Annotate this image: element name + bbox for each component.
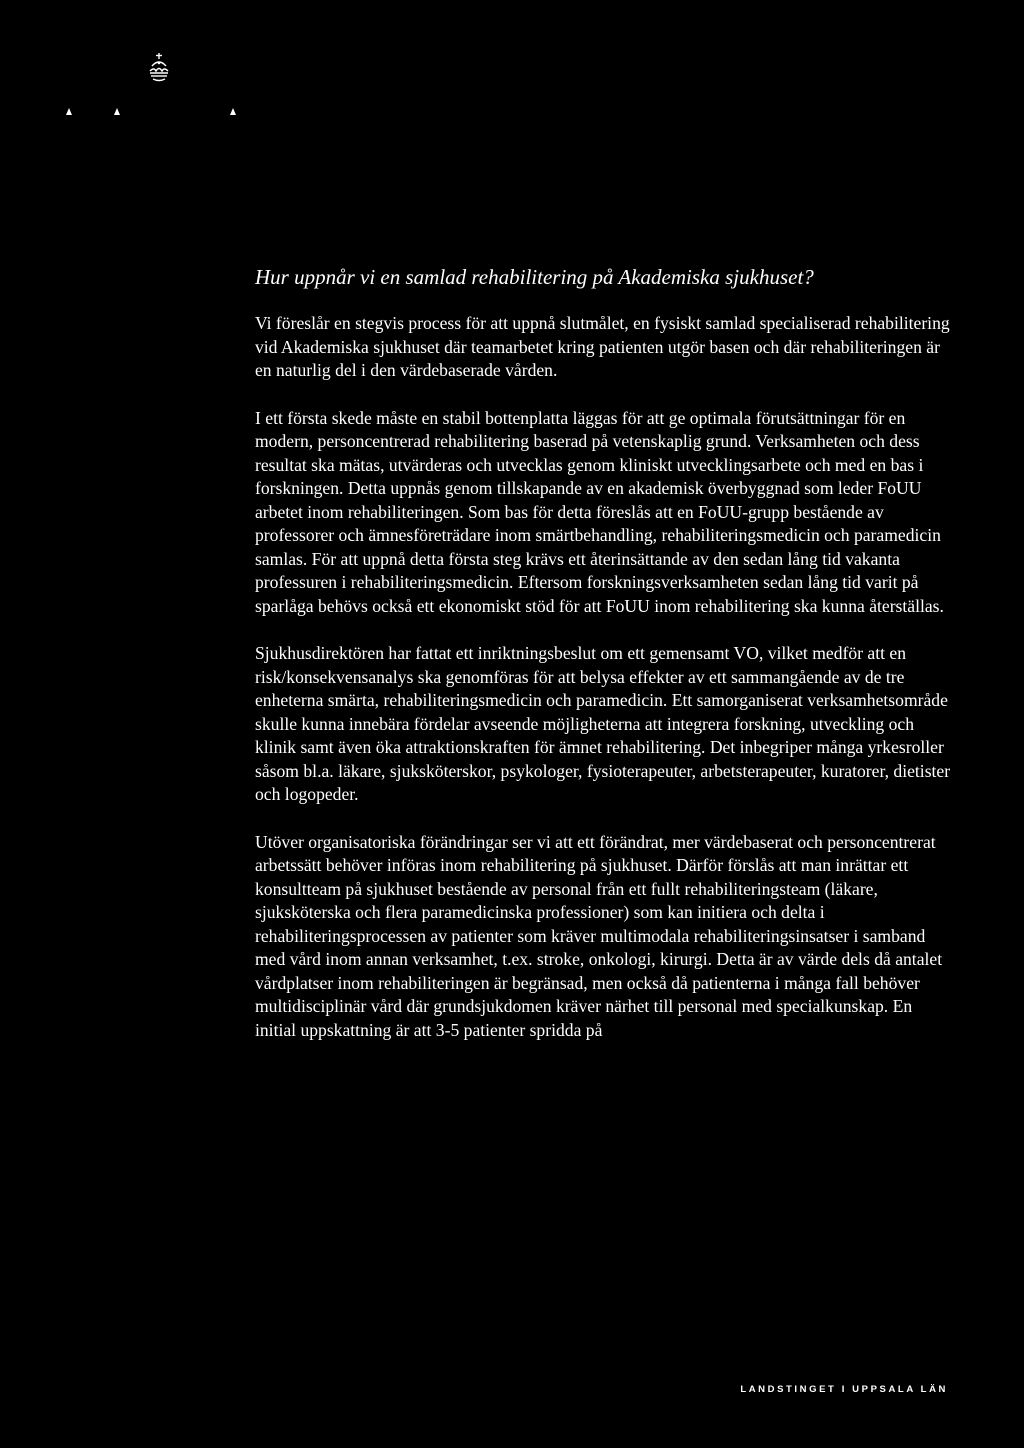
header-mark: [230, 108, 236, 115]
section-heading: Hur uppnår vi en samlad rehabilitering på Akademiska sjukhuset?: [255, 265, 814, 289]
paragraph-director-decision: Sjukhusdirektören har fattat ett inriktningsbeslut om ett gemensamt VO, vilket medför att en risk/konsekvensanalys ska genomföras för att belysa effekter av ett sammangående av de tre enheterna smärta, rehabiliteringsmedicin och paramedicin. Ett samorganiserat verksamhetsområde skulle kunna innebära fördelar avseende möjligheterna att integrera forskning, utveckling och klinik samt även öka attraktionskraften för ämnet rehabilitering. Det inbegriper många yrkesroller såsom bl.a. läkare, sjuksköterskor, psykologer, fysioterapeuter, arbetsterapeuter, kuratorer, dietister och logopeder.: [255, 643, 951, 804]
paragraph-consult-team: Utöver organisatoriska förändringar ser vi att ett förändrat, mer värdebaserat och personcentrerat arbetssätt behöver införas inom rehabilitering på sjukhuset. Därför förslås att man inrättar ett konsultteam på sjukhuset bestående av personal från ett fullt rehabiliteringsteam (läkare, sjuksköterska och flera paramedicinska professioner) som kan initiera och delta i rehabiliteringsprocessen av patienter som kräver multimodala rehabiliteringsinsatser i samband med vård inom annan verksamhet, t.ex. stroke, onkologi, kirurgi. Detta är av värde dels då antalet vårdplatser inom rehabiliteringen är begränsad, men också då patienterna i många fall behöver multidisciplinär vård där grundsjukdomen kräver närhet till personal med specialkunskap. En initial uppskattning är att 3-5 patienter spridda på: [255, 831, 943, 1040]
paragraph-stepwise-process: Vi föreslår en stegvis process för att uppnå slutmålet, en fysiskt samlad specialiserad rehabilitering vid Akademiska sjukhuset där teamarbetet kring patienten utgör basen och där rehabiliteringen är en naturlig del i den värdebaserade vården.: [255, 313, 950, 380]
crown-emblem-icon: [144, 52, 174, 84]
paragraph-first-stage: I ett första skede måste en stabil bottenplatta läggas för att ge optimala förutsättningar för en modern, personcentrerad rehabilitering baserad på vetenskaplig grund. Verksamheten och dess resultat ska mätas, utvärderas och utvecklas genom kliniskt utvecklingsarbete och med en bas i forskningen. Detta uppnås genom tillskapande av en akademisk överbyggnad som leder FoUU arbetet inom rehabiliteringen. Som bas för detta föreslås att en FoUU-grupp bestående av professorer och ämnesföreträdare inom smärtbehandling, rehabiliteringsmedicin och paramedicin samlas. För att uppnå detta första steg krävs ett återinsättande av den sedan lång tid vakanta professuren i rehabiliteringsmedicin. Eftersom forskningsverksamheten sedan lång tid varit på sparlåga behövs också ett ekonomiskt stöd för att FoUU inom rehabilitering ska kunna återställas.: [255, 407, 944, 616]
header-mark: [114, 108, 120, 115]
header-rule-marks: [0, 108, 260, 120]
document-body: [255, 262, 955, 1066]
header-mark: [66, 108, 72, 115]
footer-organization: LANDSTINGET I UPPSALA LÄN: [740, 1384, 948, 1395]
